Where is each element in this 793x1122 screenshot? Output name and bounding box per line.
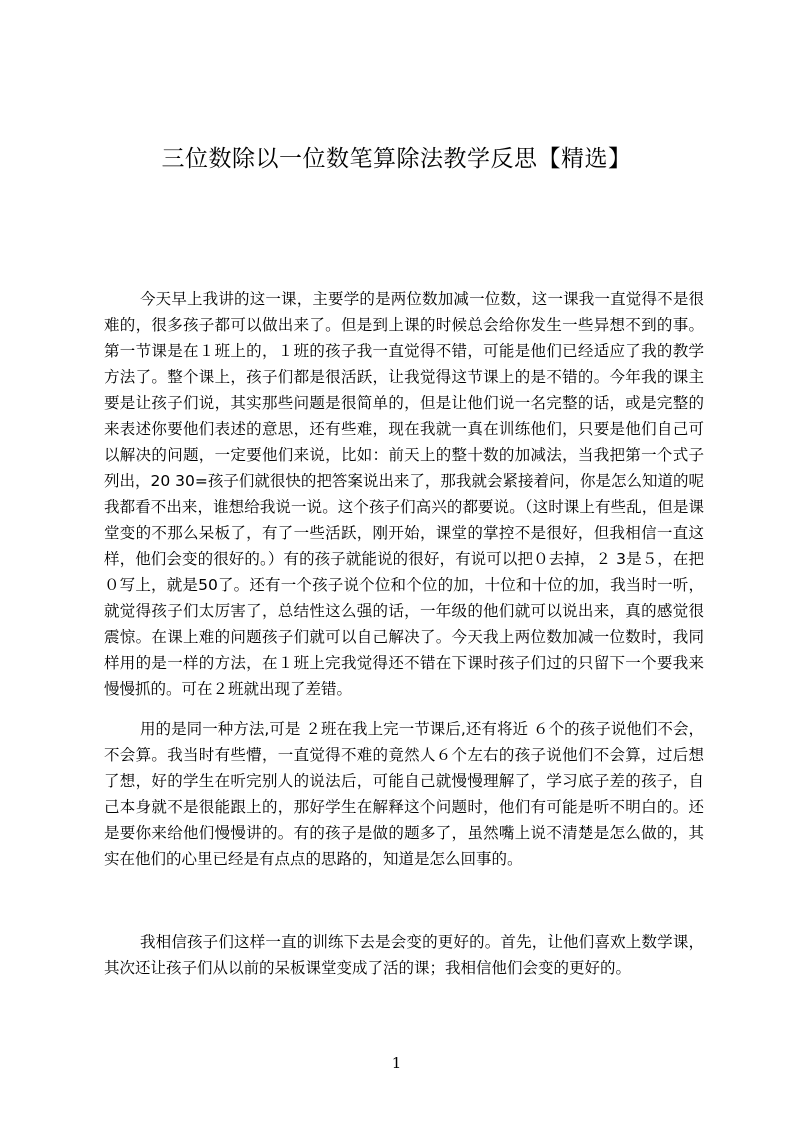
paragraph-1: 今天早上我讲的这一课，主要学的是两位数加减一位数，这一课我一直觉得不是很难的，很多孩子都可以做出来了。但是到上课的时候总会给你发生一些异想不到的事。第一节课是在１班上的，１班的孩子我一直觉得不错，可能是他们已经适应了我的教学方法了。整个课上，孩子们都是很活跃，让我觉得这节课上的是不错的。今年我的课主要是让孩子们说，其实那些问题是很简单的，但是让他们说一名完整的话，或是完整的来表述你要他们表述的意思，还有些难，现在我就一真在训练他们，只要是他们自己可以解决的问题，一定要他们来说，比如：前天上的整十数的加减法，当我把第一个式子列出，20 30=孩子们就很快的把答案说出来了，那我就会紧接着问，你是怎么知道的呢我都看不出来，谁想给我说一说。这个孩子们高兴的都要说。（这时课上有些乱，但是课堂变的不那么呆板了，有了一些活跃，刚开始，课堂的掌控不是很好，但我相信一直这样，他们会变的很好的。）有的孩子就能说的很好，有说可以把０去掉，２ 3是５，在把０写上，就是50了。还有一个孩子说个位和个位的加，十位和十位的加，我当时一听，就觉得孩子们太厉害了，总结性这么强的话，一年级的他们就可以说出来，真的感觉很震惊。在课上难的问题孩子们就可以自己解决了。今天我上两位数加减一位数时，我同样用的是一样的方法，在１班上完我觉得还不错在下课时孩子们过的只留下一个要我来慢慢抓的。可在２班就出现了差错。 bbox=[104, 290, 704, 698]
paragraph-3: 我相信孩子们这样一直的训练下去是会变的更好的。首先，让他们喜欢上数学课，其次还让孩子们从以前的呆板课堂变成了活的课；我相信他们会变的更好的。 bbox=[104, 933, 704, 977]
paragraph-2: 用的是同一种方法,可是 ２班在我上完一节课后,还有将近 ６个的孩子说他们不会，不会算。我当时有些懵，一直觉得不难的竟然人６个左右的孩子说他们不会算，过后想了想，好的学生在听完别人的说法后，可能自己就慢慢理解了，学习底子差的孩子，自己本身就不是很能跟上的，那好学生在解释这个问题时，他们有可能是听不明白的。还是要你来给他们慢慢讲的。有的孩子是做的题多了，虽然嘴上说不清楚是怎么做的，其实在他们的心里已经是有点点的思路的，知道是怎么回事的。 bbox=[104, 720, 704, 868]
document-title: 三位数除以一位数笔算除法教学反思【精选】 bbox=[161, 146, 632, 172]
page-number: 1 bbox=[391, 1054, 402, 1072]
